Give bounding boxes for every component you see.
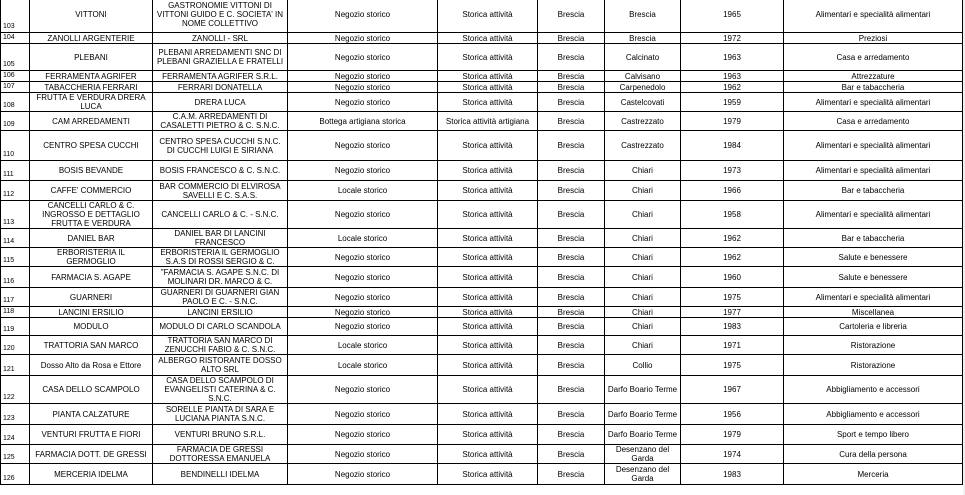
row-number-cell[interactable]: 109 bbox=[1, 112, 30, 131]
company-name-cell[interactable]: ZANOLLI - SRL bbox=[153, 33, 288, 44]
shop-type-cell[interactable]: Negozio storico bbox=[288, 376, 438, 404]
activity-type-cell[interactable]: Storica attività bbox=[438, 0, 538, 33]
shop-name-cell[interactable]: CAM ARREDAMENTI bbox=[30, 112, 153, 131]
table-row bbox=[1, 445, 963, 464]
province-cell[interactable]: Brescia bbox=[538, 201, 605, 229]
year-cell[interactable]: 1971 bbox=[681, 336, 784, 355]
sector-cell[interactable]: Cura della persona bbox=[784, 445, 963, 464]
shop-type-cell[interactable]: Negozio storico bbox=[288, 82, 438, 93]
province-cell[interactable]: Brescia bbox=[538, 318, 605, 336]
sector-cell[interactable]: Attrezzature bbox=[784, 71, 963, 82]
company-name-cell[interactable]: SORELLE PIANTA DI SARA E LUCIANA PIANTA S.N.C. bbox=[153, 404, 288, 425]
sector-cell[interactable]: Alimentari e specialità alimentari bbox=[784, 93, 963, 112]
year-cell[interactable]: 1977 bbox=[681, 307, 784, 318]
shop-type-cell[interactable]: Negozio storico bbox=[288, 288, 438, 307]
city-cell[interactable]: Castrezzato bbox=[605, 131, 681, 161]
shop-type-cell[interactable]: Locale storico bbox=[288, 355, 438, 376]
city-cell[interactable]: Desenzano del Garda bbox=[605, 445, 681, 464]
table-row bbox=[1, 355, 963, 376]
table-row bbox=[1, 44, 963, 71]
sector-cell[interactable]: Casa e arredamento bbox=[784, 112, 963, 131]
city-cell[interactable]: Collio bbox=[605, 355, 681, 376]
province-cell[interactable]: Brescia bbox=[538, 112, 605, 131]
province-cell[interactable]: Brescia bbox=[538, 181, 605, 201]
shop-name-cell[interactable]: CANCELLI CARLO & C. INGROSSO E DETTAGLIO FRUTTA E VERDURA bbox=[30, 201, 153, 229]
activity-type-cell[interactable]: Storica attività bbox=[438, 336, 538, 355]
shop-name-cell[interactable]: FARMACIA DOTT. DE GRESSI bbox=[30, 445, 153, 464]
company-name-cell[interactable]: FERRARI DONATELLA bbox=[153, 82, 288, 93]
province-cell[interactable]: Brescia bbox=[538, 445, 605, 464]
row-number-cell[interactable]: 116 bbox=[1, 267, 30, 288]
shop-type-cell[interactable]: Negozio storico bbox=[288, 44, 438, 71]
city-cell[interactable]: Darfo Boario Terme bbox=[605, 404, 681, 425]
shop-name-cell[interactable]: PIANTA CALZATURE bbox=[30, 404, 153, 425]
shop-type-cell[interactable]: Negozio storico bbox=[288, 93, 438, 112]
activity-type-cell[interactable]: Storica attività bbox=[438, 71, 538, 82]
activity-type-cell[interactable]: Storica attività bbox=[438, 201, 538, 229]
year-cell[interactable]: 1983 bbox=[681, 464, 784, 485]
shop-type-cell[interactable]: Locale storico bbox=[288, 229, 438, 248]
table-row bbox=[1, 112, 963, 131]
activity-type-cell[interactable]: Storica attività bbox=[438, 248, 538, 267]
year-cell[interactable]: 1958 bbox=[681, 201, 784, 229]
shop-type-cell[interactable]: Negozio storico bbox=[288, 201, 438, 229]
row-number-cell[interactable]: 114 bbox=[1, 229, 30, 248]
company-name-cell[interactable]: CANCELLI CARLO & C. - S.N.C. bbox=[153, 201, 288, 229]
year-cell[interactable]: 1974 bbox=[681, 445, 784, 464]
sector-cell[interactable]: Ristorazione bbox=[784, 336, 963, 355]
city-cell[interactable]: Carpenedolo bbox=[605, 82, 681, 93]
shop-type-cell[interactable]: Negozio storico bbox=[288, 267, 438, 288]
company-name-cell[interactable]: "FARMACIA S. AGAPE S.N.C. DI MOLINARI DR. MARCO & C. bbox=[153, 267, 288, 288]
company-name-cell[interactable]: C.A.M. ARREDAMENTI DI CASALETTI PIETRO & C. S.N.C. bbox=[153, 112, 288, 131]
shop-type-cell[interactable]: Negozio storico bbox=[288, 33, 438, 44]
shop-name-cell[interactable]: TRATTORIA SAN MARCO bbox=[30, 336, 153, 355]
row-number-cell[interactable]: 117 bbox=[1, 288, 30, 307]
table-row bbox=[1, 376, 963, 404]
shop-name-cell[interactable]: FRUTTA E VERDURA DRERA LUCA bbox=[30, 93, 153, 112]
province-cell[interactable]: Brescia bbox=[538, 336, 605, 355]
company-name-cell[interactable]: TRATTORIA SAN MARCO DI ZENUCCHI FABIO & C. S.N.C. bbox=[153, 336, 288, 355]
table-row bbox=[1, 71, 963, 82]
row-number-cell[interactable]: 113 bbox=[1, 201, 30, 229]
shop-name-cell[interactable]: FARMACIA S. AGAPE bbox=[30, 267, 153, 288]
shop-name-cell[interactable]: DANIEL BAR bbox=[30, 229, 153, 248]
shop-type-cell[interactable]: Negozio storico bbox=[288, 404, 438, 425]
row-number-cell[interactable]: 103 bbox=[1, 0, 30, 33]
sector-cell[interactable]: Preziosi bbox=[784, 33, 963, 44]
sector-cell[interactable]: Bar e tabaccheria bbox=[784, 181, 963, 201]
sector-cell[interactable]: Bar e tabaccheria bbox=[784, 82, 963, 93]
activity-type-cell[interactable]: Storica attività bbox=[438, 44, 538, 71]
sector-cell[interactable]: Merceria bbox=[784, 464, 963, 485]
table-row bbox=[1, 318, 963, 336]
city-cell[interactable]: Chiari bbox=[605, 318, 681, 336]
sector-cell[interactable]: Alimentari e specialità alimentari bbox=[784, 288, 963, 307]
row-number-cell[interactable]: 118 bbox=[1, 307, 30, 318]
city-cell[interactable]: Chiari bbox=[605, 181, 681, 201]
row-number-cell[interactable]: 126 bbox=[1, 464, 30, 485]
shop-type-cell[interactable]: Negozio storico bbox=[288, 318, 438, 336]
year-cell[interactable]: 1967 bbox=[681, 376, 784, 404]
province-cell[interactable]: Brescia bbox=[538, 267, 605, 288]
activity-type-cell[interactable]: Storica attività bbox=[438, 33, 538, 44]
activity-type-cell[interactable]: Storica attività bbox=[438, 307, 538, 318]
table-row bbox=[1, 82, 963, 93]
sector-cell[interactable]: Miscellanea bbox=[784, 307, 963, 318]
city-cell[interactable]: Desenzano del Garda bbox=[605, 464, 681, 485]
company-name-cell[interactable]: ALBERGO RISTORANTE DOSSO ALTO SRL bbox=[153, 355, 288, 376]
province-cell[interactable]: Brescia bbox=[538, 71, 605, 82]
shop-type-cell[interactable]: Negozio storico bbox=[288, 425, 438, 445]
city-cell[interactable]: Brescia bbox=[605, 33, 681, 44]
activity-type-cell[interactable]: Storica attività bbox=[438, 464, 538, 485]
activity-type-cell[interactable]: Storica attività bbox=[438, 355, 538, 376]
city-cell[interactable]: Chiari bbox=[605, 201, 681, 229]
company-name-cell[interactable]: MODULO DI CARLO SCANDOLA bbox=[153, 318, 288, 336]
city-cell[interactable]: Chiari bbox=[605, 336, 681, 355]
year-cell[interactable]: 1962 bbox=[681, 229, 784, 248]
company-name-cell[interactable]: GUARNERI DI GUARNERI GIAN PAOLO E C. - S.N.C. bbox=[153, 288, 288, 307]
row-number-cell[interactable]: 123 bbox=[1, 404, 30, 425]
shop-name-cell[interactable]: FERRAMENTA AGRIFER bbox=[30, 71, 153, 82]
table-row bbox=[1, 93, 963, 112]
table-row bbox=[1, 464, 963, 485]
shop-name-cell[interactable]: PLEBANI bbox=[30, 44, 153, 71]
row-number-cell[interactable]: 107 bbox=[1, 82, 30, 93]
city-cell[interactable]: Chiari bbox=[605, 307, 681, 318]
row-number-cell[interactable]: 122 bbox=[1, 376, 30, 404]
table-row bbox=[1, 201, 963, 229]
shop-type-cell[interactable]: Negozio storico bbox=[288, 131, 438, 161]
activity-type-cell[interactable]: Storica attività bbox=[438, 161, 538, 181]
year-cell[interactable]: 1972 bbox=[681, 33, 784, 44]
city-cell[interactable]: Chiari bbox=[605, 267, 681, 288]
sector-cell[interactable]: Alimentari e specialità alimentari bbox=[784, 131, 963, 161]
table-row bbox=[1, 161, 963, 181]
province-cell[interactable]: Brescia bbox=[538, 229, 605, 248]
shop-name-cell[interactable]: MERCERIA IDELMA bbox=[30, 464, 153, 485]
table-row bbox=[1, 131, 963, 161]
table-row bbox=[1, 181, 963, 201]
year-cell[interactable]: 1960 bbox=[681, 267, 784, 288]
shop-name-cell[interactable]: ERBORISTERIA IL GERMOGLIO bbox=[30, 248, 153, 267]
sector-cell[interactable]: Abbigliamento e accessori bbox=[784, 404, 963, 425]
city-cell[interactable]: Chiari bbox=[605, 229, 681, 248]
shop-type-cell[interactable]: Negozio storico bbox=[288, 464, 438, 485]
activity-type-cell[interactable]: Storica attività bbox=[438, 445, 538, 464]
row-number-cell[interactable]: 120 bbox=[1, 336, 30, 355]
year-cell[interactable]: 1963 bbox=[681, 71, 784, 82]
table-row bbox=[1, 425, 963, 445]
row-number-cell[interactable]: 110 bbox=[1, 131, 30, 161]
activity-type-cell[interactable]: Storica attività bbox=[438, 404, 538, 425]
shop-type-cell[interactable]: Bottega artigiana storica bbox=[288, 112, 438, 131]
year-cell[interactable]: 1975 bbox=[681, 355, 784, 376]
shop-name-cell[interactable]: LANCINI ERSILIO bbox=[30, 307, 153, 318]
city-cell[interactable]: Chiari bbox=[605, 248, 681, 267]
sector-cell[interactable]: Salute e benessere bbox=[784, 267, 963, 288]
city-cell[interactable]: Calcinato bbox=[605, 44, 681, 71]
city-cell[interactable]: Calvisano bbox=[605, 71, 681, 82]
shop-type-cell[interactable]: Negozio storico bbox=[288, 445, 438, 464]
year-cell[interactable]: 1962 bbox=[681, 82, 784, 93]
row-number-cell[interactable]: 108 bbox=[1, 93, 30, 112]
row-number-cell[interactable]: 106 bbox=[1, 71, 30, 82]
company-name-cell[interactable]: CENTRO SPESA CUCCHI S.N.C. DI CUCCHI LUIGI E SIRIANA bbox=[153, 131, 288, 161]
city-cell[interactable]: Castrezzato bbox=[605, 112, 681, 131]
shop-name-cell[interactable]: TABACCHERIA FERRARI bbox=[30, 82, 153, 93]
row-number-cell[interactable]: 104 bbox=[1, 33, 30, 44]
city-cell[interactable]: Darfo Boario Terme bbox=[605, 376, 681, 404]
activity-type-cell[interactable]: Storica attività bbox=[438, 376, 538, 404]
province-cell[interactable]: Brescia bbox=[538, 307, 605, 318]
row-number-cell[interactable]: 105 bbox=[1, 44, 30, 71]
year-cell[interactable]: 1962 bbox=[681, 248, 784, 267]
shop-name-cell[interactable]: CENTRO SPESA CUCCHI bbox=[30, 131, 153, 161]
sector-cell[interactable]: Cartoleria e libreria bbox=[784, 318, 963, 336]
company-name-cell[interactable]: CASA DELLO SCAMPOLO DI EVANGELISTI CATERINA & C. S.N.C. bbox=[153, 376, 288, 404]
activity-type-cell[interactable]: Storica attività bbox=[438, 425, 538, 445]
row-number-cell[interactable]: 111 bbox=[1, 161, 30, 181]
row-number-cell[interactable]: 115 bbox=[1, 248, 30, 267]
city-cell[interactable]: Darfo Boario Terme bbox=[605, 425, 681, 445]
shop-type-cell[interactable]: Locale storico bbox=[288, 336, 438, 355]
activity-type-cell[interactable]: Storica attività bbox=[438, 288, 538, 307]
sector-cell[interactable]: Salute e benessere bbox=[784, 248, 963, 267]
row-number-cell[interactable]: 124 bbox=[1, 425, 30, 445]
activity-type-cell[interactable]: Storica attività bbox=[438, 229, 538, 248]
company-name-cell[interactable]: VENTURI BRUNO S.R.L. bbox=[153, 425, 288, 445]
shop-name-cell[interactable]: VITTONI bbox=[30, 0, 153, 33]
province-cell[interactable]: Brescia bbox=[538, 288, 605, 307]
city-cell[interactable]: Castelcovati bbox=[605, 93, 681, 112]
shop-name-cell[interactable]: ZANOLLI ARGENTERIE bbox=[30, 33, 153, 44]
year-cell[interactable]: 1975 bbox=[681, 288, 784, 307]
row-number-cell[interactable]: 112 bbox=[1, 181, 30, 201]
year-cell[interactable]: 1984 bbox=[681, 131, 784, 161]
table-row bbox=[1, 248, 963, 267]
province-cell[interactable]: Brescia bbox=[538, 425, 605, 445]
shop-name-cell[interactable]: GUARNERI bbox=[30, 288, 153, 307]
province-cell[interactable]: Brescia bbox=[538, 44, 605, 71]
company-name-cell[interactable]: BOSIS FRANCESCO & C. S.N.C. bbox=[153, 161, 288, 181]
table-row bbox=[1, 0, 963, 33]
shop-name-cell[interactable]: BOSIS BEVANDE bbox=[30, 161, 153, 181]
province-cell[interactable]: Brescia bbox=[538, 33, 605, 44]
province-cell[interactable]: Brescia bbox=[538, 82, 605, 93]
year-cell[interactable]: 1979 bbox=[681, 112, 784, 131]
row-number-cell[interactable]: 119 bbox=[1, 318, 30, 336]
row-number-cell[interactable]: 125 bbox=[1, 445, 30, 464]
shop-type-cell[interactable]: Negozio storico bbox=[288, 248, 438, 267]
company-name-cell[interactable]: DRERA LUCA bbox=[153, 93, 288, 112]
year-cell[interactable]: 1956 bbox=[681, 404, 784, 425]
shop-type-cell[interactable]: Negozio storico bbox=[288, 161, 438, 181]
province-cell[interactable]: Brescia bbox=[538, 355, 605, 376]
activity-type-cell[interactable]: Storica attività bbox=[438, 131, 538, 161]
table-row bbox=[1, 229, 963, 248]
year-cell[interactable]: 1959 bbox=[681, 93, 784, 112]
sector-cell[interactable]: Ristorazione bbox=[784, 355, 963, 376]
province-cell[interactable]: Brescia bbox=[538, 93, 605, 112]
province-cell[interactable]: Brescia bbox=[538, 131, 605, 161]
table-row bbox=[1, 336, 963, 355]
shop-name-cell[interactable]: VENTURI FRUTTA E FIORI bbox=[30, 425, 153, 445]
sector-cell[interactable]: Alimentari e specialità alimentari bbox=[784, 201, 963, 229]
company-name-cell[interactable]: BAR COMMERCIO DI ELVIROSA SAVELLI E C. S.A.S. bbox=[153, 181, 288, 201]
sector-cell[interactable]: Abbigliamento e accessori bbox=[784, 376, 963, 404]
city-cell[interactable]: Chiari bbox=[605, 288, 681, 307]
company-name-cell[interactable]: FERRAMENTA AGRIFER S.R.L. bbox=[153, 71, 288, 82]
province-cell[interactable]: Brescia bbox=[538, 0, 605, 33]
company-name-cell[interactable]: BENDINELLI IDELMA bbox=[153, 464, 288, 485]
table-row bbox=[1, 288, 963, 307]
sector-cell[interactable]: Alimentari e specialità alimentari bbox=[784, 161, 963, 181]
table-row bbox=[1, 33, 963, 44]
province-cell[interactable]: Brescia bbox=[538, 161, 605, 181]
activity-type-cell[interactable]: Storica attività artigiana bbox=[438, 112, 538, 131]
sector-cell[interactable]: Casa e arredamento bbox=[784, 44, 963, 71]
shop-type-cell[interactable]: Negozio storico bbox=[288, 307, 438, 318]
province-cell[interactable]: Brescia bbox=[538, 464, 605, 485]
company-name-cell[interactable]: PLEBANI ARREDAMENTI SNC DI PLEBANI GRAZIELLA E FRATELLI bbox=[153, 44, 288, 71]
company-name-cell[interactable]: GASTRONOMIE VITTONI DI VITTONI GUIDO E C. SOCIETA' IN NOME COLLETTIVO bbox=[153, 0, 288, 33]
year-cell[interactable]: 1963 bbox=[681, 44, 784, 71]
sector-cell[interactable]: Sport e tempo libero bbox=[784, 425, 963, 445]
company-name-cell[interactable]: ERBORISTERIA IL GERMOGLIO S.A.S DI ROSSI SERGIO & C. bbox=[153, 248, 288, 267]
table-row bbox=[1, 404, 963, 425]
activity-type-cell[interactable]: Storica attività bbox=[438, 181, 538, 201]
row-number-cell[interactable]: 121 bbox=[1, 355, 30, 376]
city-cell[interactable]: Chiari bbox=[605, 161, 681, 181]
province-cell[interactable]: Brescia bbox=[538, 248, 605, 267]
year-cell[interactable]: 1966 bbox=[681, 181, 784, 201]
company-name-cell[interactable]: FARMACIA DE GRESSI DOTTORESSA EMANUELA bbox=[153, 445, 288, 464]
shop-type-cell[interactable]: Negozio storico bbox=[288, 0, 438, 33]
year-cell[interactable]: 1979 bbox=[681, 425, 784, 445]
activity-type-cell[interactable]: Storica attività bbox=[438, 318, 538, 336]
sector-cell[interactable]: Alimentari e specialità alimentari bbox=[784, 0, 963, 33]
city-cell[interactable]: Brescia bbox=[605, 0, 681, 33]
year-cell[interactable]: 1973 bbox=[681, 161, 784, 181]
table-row bbox=[1, 307, 963, 318]
table-row bbox=[1, 267, 963, 288]
shop-type-cell[interactable]: Locale storico bbox=[288, 181, 438, 201]
province-cell[interactable]: Brescia bbox=[538, 404, 605, 425]
activity-type-cell[interactable]: Storica attività bbox=[438, 267, 538, 288]
shop-name-cell[interactable]: CAFFE' COMMERCIO bbox=[30, 181, 153, 201]
shop-type-cell[interactable]: Negozio storico bbox=[288, 71, 438, 82]
company-name-cell[interactable]: DANIEL BAR DI LANCINI FRANCESCO bbox=[153, 229, 288, 248]
shop-name-cell[interactable]: MODULO bbox=[30, 318, 153, 336]
shop-name-cell[interactable]: Dosso Alto da Rosa e Ettore bbox=[30, 355, 153, 376]
activity-type-cell[interactable]: Storica attività bbox=[438, 93, 538, 112]
shop-name-cell[interactable]: CASA DELLO SCAMPOLO bbox=[30, 376, 153, 404]
company-name-cell[interactable]: LANCINI ERSILIO bbox=[153, 307, 288, 318]
activity-type-cell[interactable]: Storica attività bbox=[438, 82, 538, 93]
sector-cell[interactable]: Bar e tabaccheria bbox=[784, 229, 963, 248]
year-cell[interactable]: 1965 bbox=[681, 0, 784, 33]
province-cell[interactable]: Brescia bbox=[538, 376, 605, 404]
year-cell[interactable]: 1983 bbox=[681, 318, 784, 336]
